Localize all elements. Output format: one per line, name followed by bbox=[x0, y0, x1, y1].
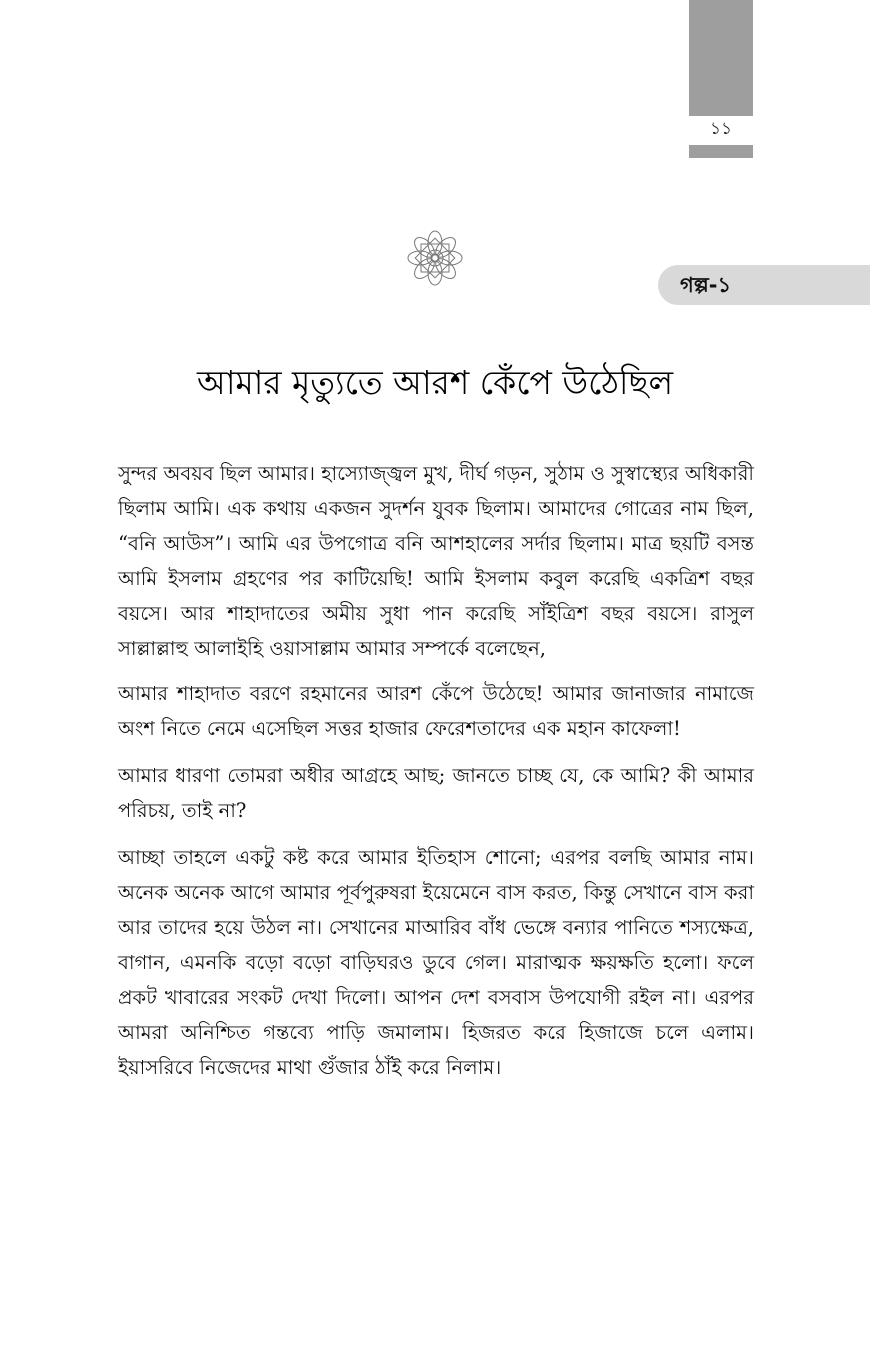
chapter-title: আমার মৃত্যুতে আরশ কেঁপে উঠেছিল bbox=[196, 363, 674, 402]
body-text bbox=[118, 456, 754, 1097]
paragraph: আমার ধারণা তোমরা অধীর আগ্রহে আছ; জানতে চাচ্ছ যে, কে আমি? কী আমার পরিচয়, তাই না? bbox=[118, 764, 754, 822]
page-number: ১১ bbox=[709, 119, 733, 139]
story-number-label: গল্প-১ bbox=[658, 265, 870, 305]
page-tab-bottom bbox=[689, 145, 753, 158]
paragraph: আচ্ছা তাহলে একটু কষ্ট করে আমার ইতিহাস শোনো; এরপর বলছি আমার নাম। অনেক অনেক আগে আমার পূর্বপুরুষরা ইয়েমেনে বাস করত, কিন্তু সেখানে বাস করা আর তাদের হয়ে উঠল না। সেখানের মাআরিব বাঁধ ভেঙ্গে বন্যার পানিতে শস্যক্ষেত্র, বাগান, এমনকি বড়ো বড়ো বাড়িঘরও ডুবে গেল। মারাত্মক ক্ষয়ক্ষতি হলো। ফলে প্রকট খাবারের সংকট দেখা দিলো। আপন দেশ বসবাস উপযোগী রইল না। এরপর আমরা অনিশ্চিত গন্তব্যে পাড়ি জমালাম। হিজরত করে হিজাজে চলে এলাম। ইয়াসরিবে নিজেদের মাথা গুঁজার ঠাঁই করে নিলাম। bbox=[118, 846, 754, 1079]
page-tab-top bbox=[689, 0, 753, 116]
paragraph: সুন্দর অবয়ব ছিল আমার। হাস্যোজ্জ্বল মুখ, দীর্ঘ গড়ন, সুঠাম ও সুস্বাস্থ্যের অধিকারী ছিলাম আমি। এক কথায় একজন সুদর্শন যুবক ছিলাম। আমাদের গোত্রের নাম ছিল, “বনি আউস”। আমি এর উপগোত্র বনি আশহালের সর্দার ছিলাম। মাত্র ছয়টি বসন্ত আমি ইসলাম গ্রহণের পর কাটিয়েছি! আমি ইসলাম কবুল করেছি একত্রিশ বছর বয়সে। আর শাহাদাতের অমীয় সুধা পান করেছি সাঁইত্রিশ বছর বয়সে। রাসুল সাল্লাল্লাহু আলাইহি ওয়াসাল্লাম আমার সম্পর্কে বলেছেন, bbox=[118, 462, 754, 660]
mandala-ornament-icon bbox=[403, 226, 467, 290]
paragraph: আমার শাহাদাত বরণে রহমানের আরশ কেঁপে উঠেছে! আমার জানাজার নামাজে অংশ নিতে নেমে এসেছিল সত্তর হাজার ফেরেশতাদের এক মহান কাফেলা! bbox=[118, 682, 754, 740]
